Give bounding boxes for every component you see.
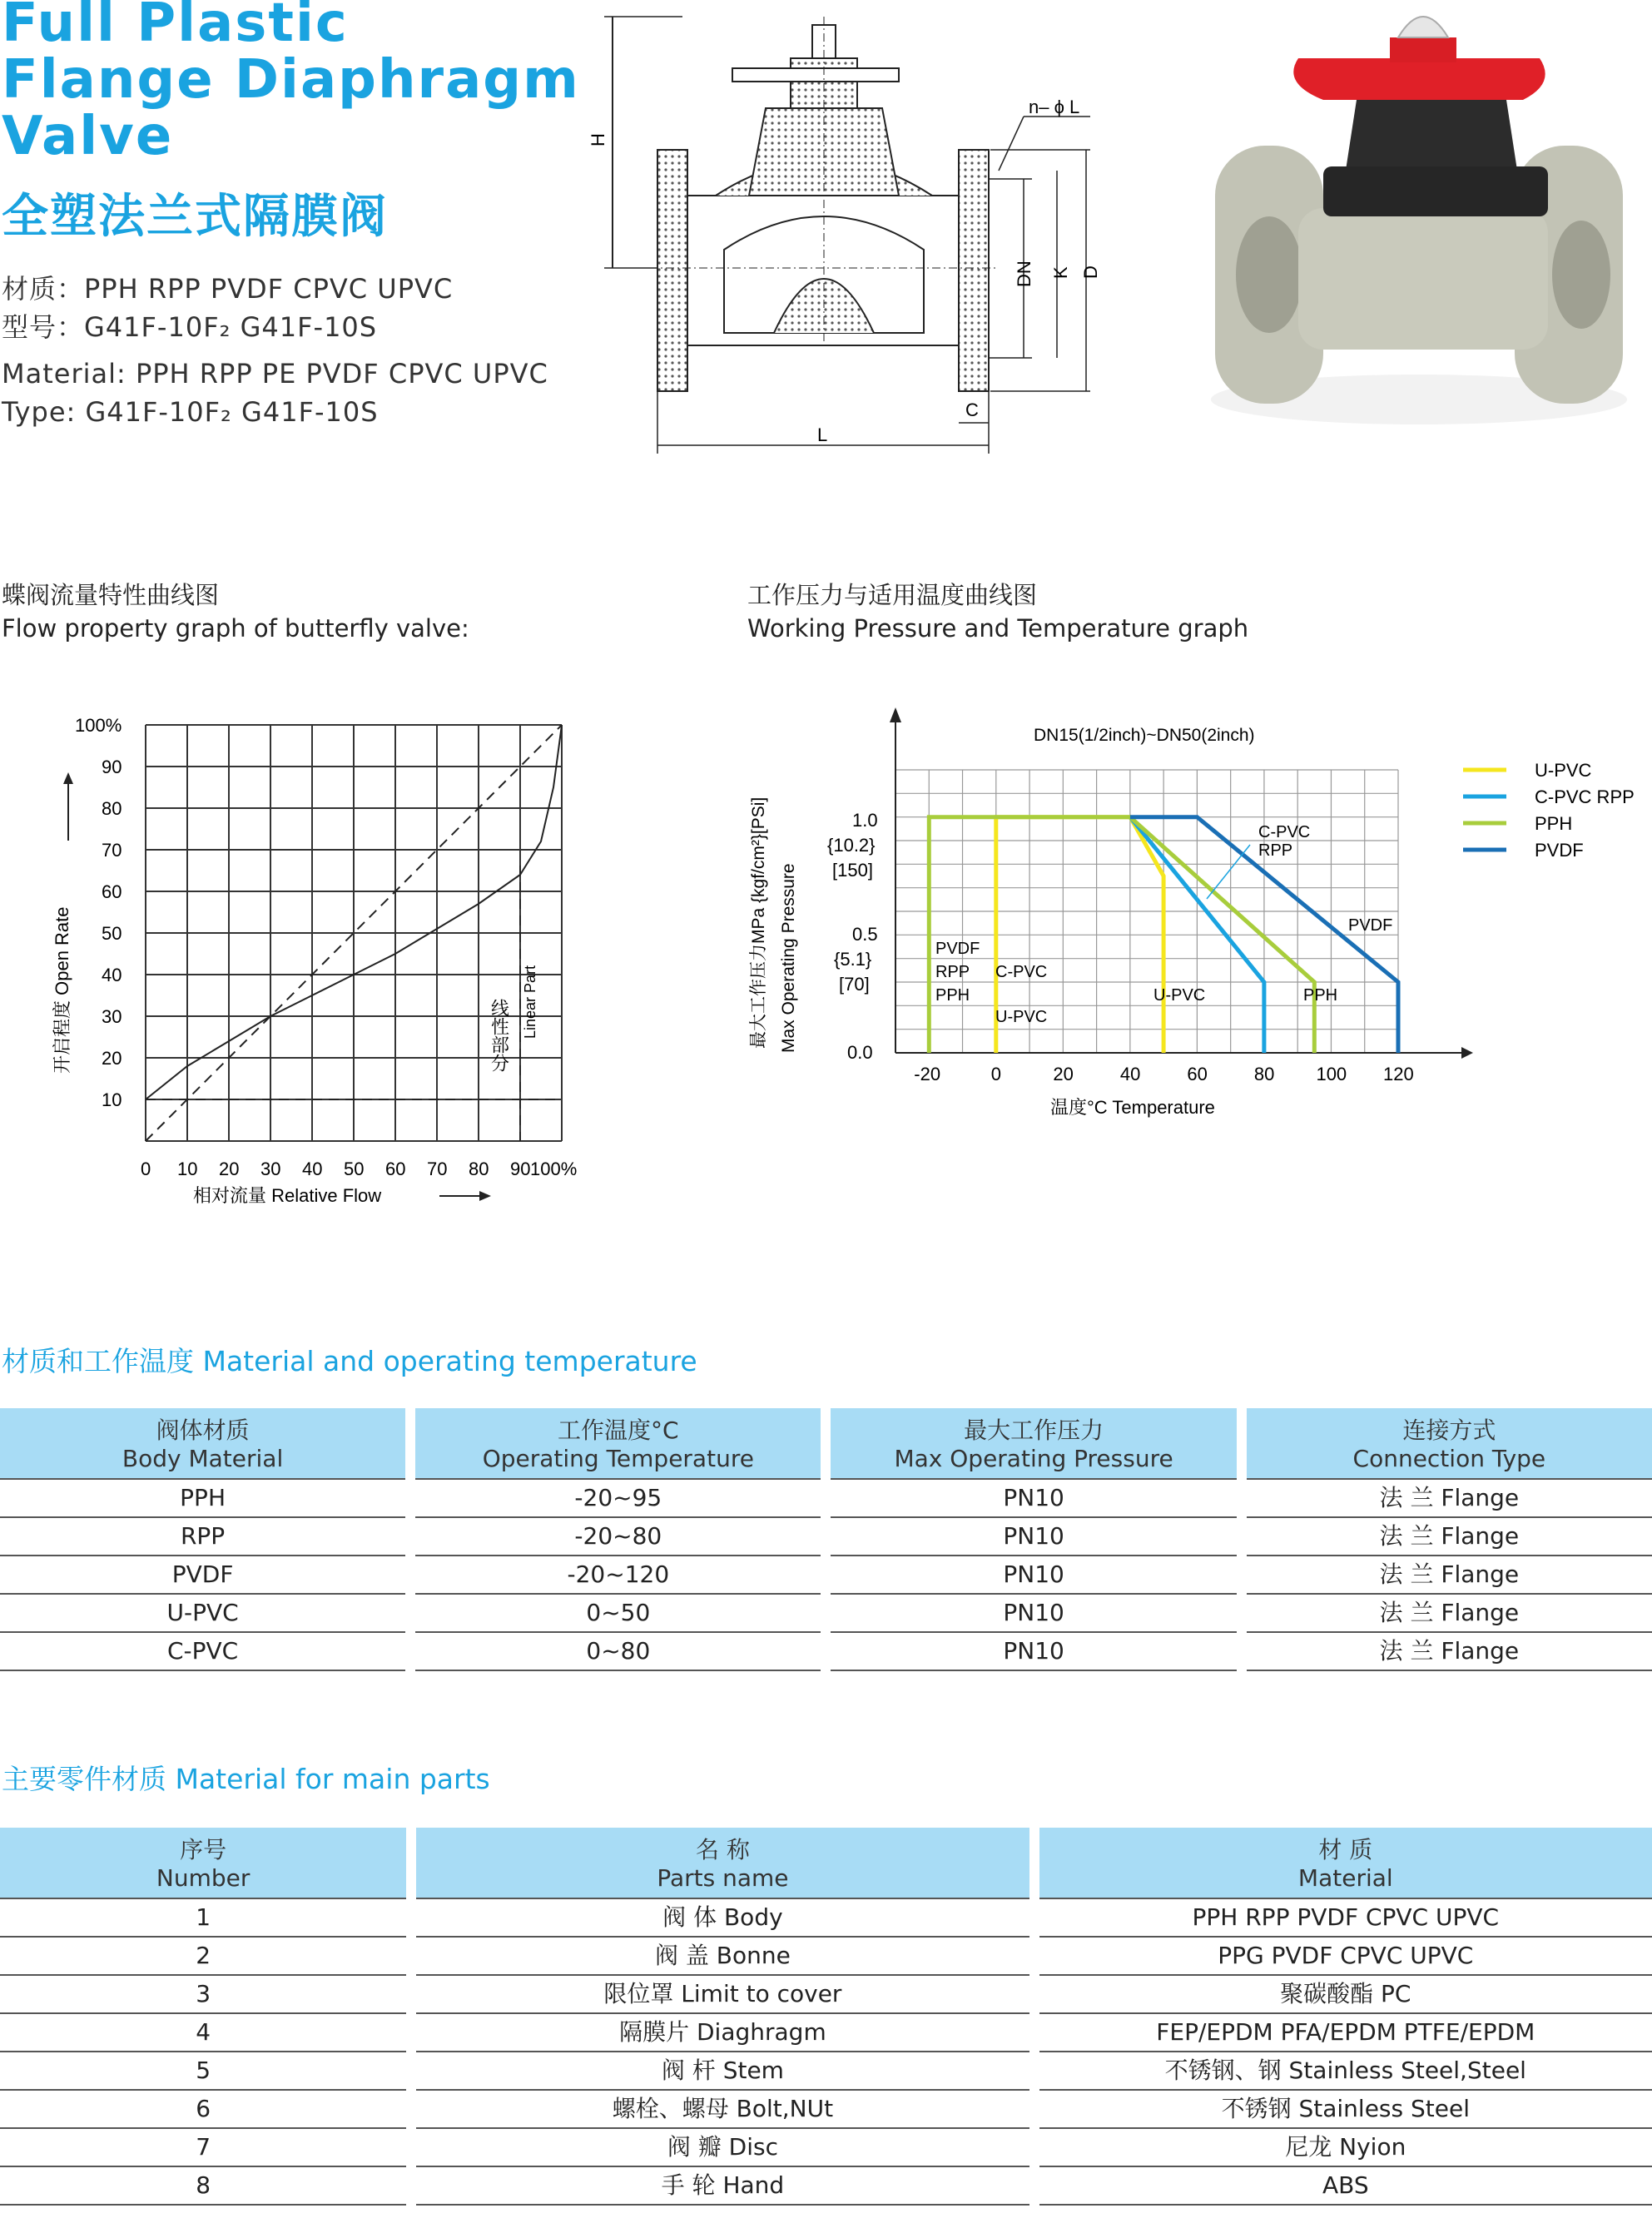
- pt-x-tick: 80: [1253, 1064, 1275, 1084]
- pt-legend: [1463, 760, 1635, 861]
- temp-th-1: 阀体材质 Body Material: [0, 1408, 405, 1478]
- cell: 2: [0, 1938, 406, 1976]
- legend-label-upvc: U-PVC: [1535, 760, 1592, 781]
- legend-label-cpvc-rpp: C-PVC RPP: [1535, 786, 1635, 807]
- flow-y-tick: 80: [102, 798, 122, 819]
- parts-th-1: 序号 Number: [0, 1828, 406, 1898]
- flow-x-tick: 60: [385, 1159, 406, 1179]
- pt-label-pvdf-a: PVDF: [935, 940, 980, 958]
- title-line-2: Flange Diaphragm: [2, 49, 580, 111]
- cell: PN10: [831, 1595, 1236, 1633]
- flow-x-tick: 20: [219, 1159, 240, 1179]
- type-cn: 型号：G41F-10F₂ G41F-10S: [2, 311, 378, 343]
- material-cn: 材质：PPH RPP PVDF CPVC UPVC: [2, 273, 454, 305]
- pt-xlabel: 温度°C Temperature: [1050, 1097, 1215, 1118]
- type-en: Type: G41F-10F₂ G41F-10S: [2, 396, 379, 428]
- cell: 3: [0, 1976, 406, 2014]
- pt-y-tick-0: 0.0: [847, 1042, 873, 1063]
- pt-y-tick-1a: {10.2}: [827, 835, 876, 856]
- temp-table-header: [0, 1408, 1652, 1478]
- cell: PPH: [0, 1478, 405, 1518]
- dim-bolt-label: n– ϕ L: [1029, 97, 1080, 117]
- cell: 手 轮 Hand: [416, 2167, 1029, 2206]
- parts-th-2: 名 称 Parts name: [416, 1828, 1029, 1898]
- dim-c-label: C: [965, 399, 979, 420]
- pt-y-tick-1: 1.0: [852, 810, 878, 831]
- flow-x-tick: 100%: [530, 1159, 578, 1179]
- pt-y-tick-05: 0.5: [852, 924, 878, 945]
- flow-x-tick: 70: [427, 1159, 448, 1179]
- cell: ABS: [1039, 2167, 1652, 2206]
- pt-x-tick: -20: [914, 1064, 941, 1084]
- dim-l-label: L: [817, 424, 828, 445]
- pt-label-cpvc-a: C-PVC: [995, 963, 1048, 981]
- pt-label-upvc-a: U-PVC: [995, 1008, 1048, 1026]
- flow-x-tick: 0: [141, 1159, 151, 1179]
- flow-y-tick: 10: [102, 1089, 122, 1110]
- cell: PVDF: [0, 1556, 405, 1595]
- pt-label-pph-a: PPH: [935, 986, 970, 1005]
- cell: 限位罩 Limit to cover: [416, 1976, 1029, 2014]
- linear-part-en: Linear Part: [522, 965, 538, 1039]
- table-row: [0, 1938, 1652, 1976]
- cell: 法 兰 Flange: [1247, 1556, 1652, 1595]
- cell: PN10: [831, 1633, 1236, 1671]
- flow-graph-title-en: Flow property graph of butterfly valve:: [2, 614, 469, 643]
- cell: -20~95: [415, 1478, 821, 1518]
- cell: 法 兰 Flange: [1247, 1478, 1652, 1518]
- cell: 阀 盖 Bonne: [416, 1938, 1029, 1976]
- pressure-graph-title: [747, 578, 1248, 645]
- cell: 5: [0, 2052, 406, 2091]
- temp-th-3: 最大工作压力 Max Operating Pressure: [831, 1408, 1236, 1478]
- pt-label-pvdf-b: PVDF: [1348, 916, 1393, 935]
- flow-y-tick: 20: [102, 1048, 122, 1069]
- material-en: Material: PPH RPP PE PVDF CPVC UPVC: [2, 358, 548, 390]
- temp-th-2: 工作温度°C Operating Temperature: [415, 1408, 821, 1478]
- cell: 7: [0, 2129, 406, 2167]
- parts-th-3: 材 质 Material: [1039, 1828, 1652, 1898]
- valve-technical-drawing: [583, 0, 1115, 466]
- pt-xticks: [914, 1064, 1413, 1084]
- pt-y-tick-05b: [70]: [839, 974, 870, 995]
- table-row: [0, 1478, 1652, 1518]
- pt-x-tick: 120: [1383, 1064, 1414, 1084]
- valve-photo: [1190, 0, 1652, 433]
- pressure-subtitle: DN15(1/2inch)~DN50(2inch): [1034, 726, 1255, 745]
- flow-x-tick: 30: [260, 1159, 281, 1179]
- flow-xlabel: 相对流量 Relative Flow: [193, 1185, 382, 1206]
- flow-y-tick: 90: [102, 757, 122, 777]
- pt-label-cpvc-b: C-PVC: [1258, 823, 1311, 841]
- temp-th-4: 连接方式 Connection Type: [1247, 1408, 1652, 1478]
- cell: PN10: [831, 1518, 1236, 1556]
- table-row: [0, 2052, 1652, 2091]
- dim-d-label: D: [1080, 265, 1101, 279]
- table-row: [0, 1976, 1652, 2014]
- cell: 法 兰 Flange: [1247, 1595, 1652, 1633]
- product-title-cn: 全塑法兰式隔膜阀: [2, 190, 388, 244]
- pt-x-tick: 0: [990, 1064, 1002, 1084]
- table-row: [0, 2091, 1652, 2129]
- cell: -20~80: [415, 1518, 821, 1556]
- cell: 不锈钢、钢 Stainless Steel,Steel: [1039, 2052, 1652, 2091]
- legend-label-pvdf: PVDF: [1535, 840, 1584, 861]
- pt-x-tick: 60: [1187, 1064, 1208, 1084]
- table-row: [0, 1595, 1652, 1633]
- cell: PPH RPP PVDF CPVC UPVC: [1039, 1898, 1652, 1938]
- cell: FEP/EPDM PFA/EPDM PTFE/EPDM: [1039, 2014, 1652, 2052]
- cell: PN10: [831, 1478, 1236, 1518]
- pressure-temperature-chart: [741, 699, 1652, 1140]
- flow-x-tick: 90: [510, 1159, 531, 1179]
- flow-y-tick: 50: [102, 923, 122, 944]
- table-row: [0, 1556, 1652, 1595]
- dim-h-label: H: [588, 133, 608, 146]
- pt-label-pph-b: PPH: [1303, 986, 1338, 1005]
- cell: 聚碳酸酯 PC: [1039, 1976, 1652, 2014]
- cell: 不锈钢 Stainless Steel: [1039, 2091, 1652, 2129]
- table-row: [0, 2014, 1652, 2052]
- cell: 0~80: [415, 1633, 821, 1671]
- pt-ylabel-en: Max Operating Pressure: [779, 863, 798, 1053]
- cell: 8: [0, 2167, 406, 2206]
- flow-graph-title: [2, 578, 469, 645]
- cell: RPP: [0, 1518, 405, 1556]
- flow-x-tick: 50: [344, 1159, 365, 1179]
- flow-x-tick: 10: [177, 1159, 198, 1179]
- pt-label-upvc-b: U-PVC: [1153, 986, 1206, 1005]
- pressure-graph-title-cn: 工作压力与适用温度曲线图: [747, 581, 1038, 609]
- flow-graph-title-cn: 蝶阀流量特性曲线图: [2, 581, 220, 609]
- table-row: [0, 1633, 1652, 1671]
- pt-label-rpp-a: RPP: [935, 963, 970, 981]
- parts-table-header: [0, 1828, 1652, 1898]
- cell: PN10: [831, 1556, 1236, 1595]
- cell: 尼龙 Nyion: [1039, 2129, 1652, 2167]
- pt-y-tick-1b: [150]: [832, 860, 873, 881]
- pressure-graph-title-en: Working Pressure and Temperature graph: [747, 614, 1249, 643]
- dim-k-label: K: [1050, 266, 1071, 279]
- flow-y-tick: 100%: [75, 715, 122, 736]
- cell: 0~50: [415, 1595, 821, 1633]
- pt-grid: [895, 770, 1398, 1053]
- flow-y-tick: 60: [102, 881, 122, 902]
- pt-y-tick-05a: {5.1}: [834, 949, 872, 970]
- flow-x-tick: 80: [469, 1159, 489, 1179]
- cell: C-PVC: [0, 1633, 405, 1671]
- cell: 法 兰 Flange: [1247, 1633, 1652, 1671]
- table-row: [0, 2129, 1652, 2167]
- table-row: [0, 1518, 1652, 1556]
- cell: 阀 杆 Stem: [416, 2052, 1029, 2091]
- cell: 阀 体 Body: [416, 1898, 1029, 1938]
- pt-x-tick: 100: [1316, 1064, 1347, 1084]
- pt-label-rpp-b: RPP: [1258, 841, 1293, 860]
- dim-dn-label: DN: [1014, 261, 1034, 287]
- flow-ylabel: 开启程度 Open Rate: [52, 906, 72, 1074]
- product-title-en: [2, 0, 580, 165]
- parts-table: [0, 1828, 1652, 2206]
- parts-table-title: 主要零件材质 Material for main parts: [2, 1763, 490, 1795]
- title-line-1: Full Plastic: [2, 0, 349, 54]
- title-line-3: Valve: [2, 106, 174, 167]
- table-row: [0, 1898, 1652, 1938]
- cell: 法 兰 Flange: [1247, 1518, 1652, 1556]
- pt-ylabel-cn: 最大工作压力MPa {kgf/cm²}[PSi]: [749, 796, 768, 1049]
- flow-x-tick: 40: [302, 1159, 323, 1179]
- cell: -20~120: [415, 1556, 821, 1595]
- temp-table-title: 材质和工作温度 Material and operating temperature: [2, 1345, 697, 1377]
- cell: U-PVC: [0, 1595, 405, 1633]
- table-row: [0, 2167, 1652, 2206]
- cell: 螺栓、螺母 Bolt,NUt: [416, 2091, 1029, 2129]
- cell: 4: [0, 2014, 406, 2052]
- cell: PPG PVDF CPVC UPVC: [1039, 1938, 1652, 1976]
- flow-property-chart: [33, 699, 616, 1215]
- cell: 6: [0, 2091, 406, 2129]
- pt-x-tick: 40: [1119, 1064, 1141, 1084]
- flow-y-tick: 40: [102, 965, 122, 985]
- legend-label-pph: PPH: [1535, 813, 1573, 834]
- cell: 阀 瓣 Disc: [416, 2129, 1029, 2167]
- temp-table: [0, 1408, 1652, 1671]
- cell: 隔膜片 Diaghragm: [416, 2014, 1029, 2052]
- flow-y-tick: 30: [102, 1006, 122, 1027]
- flow-y-tick: 70: [102, 840, 122, 861]
- linear-part-cn: 线性部分: [489, 999, 510, 1072]
- cell: 1: [0, 1898, 406, 1938]
- pt-x-tick: 20: [1053, 1064, 1074, 1084]
